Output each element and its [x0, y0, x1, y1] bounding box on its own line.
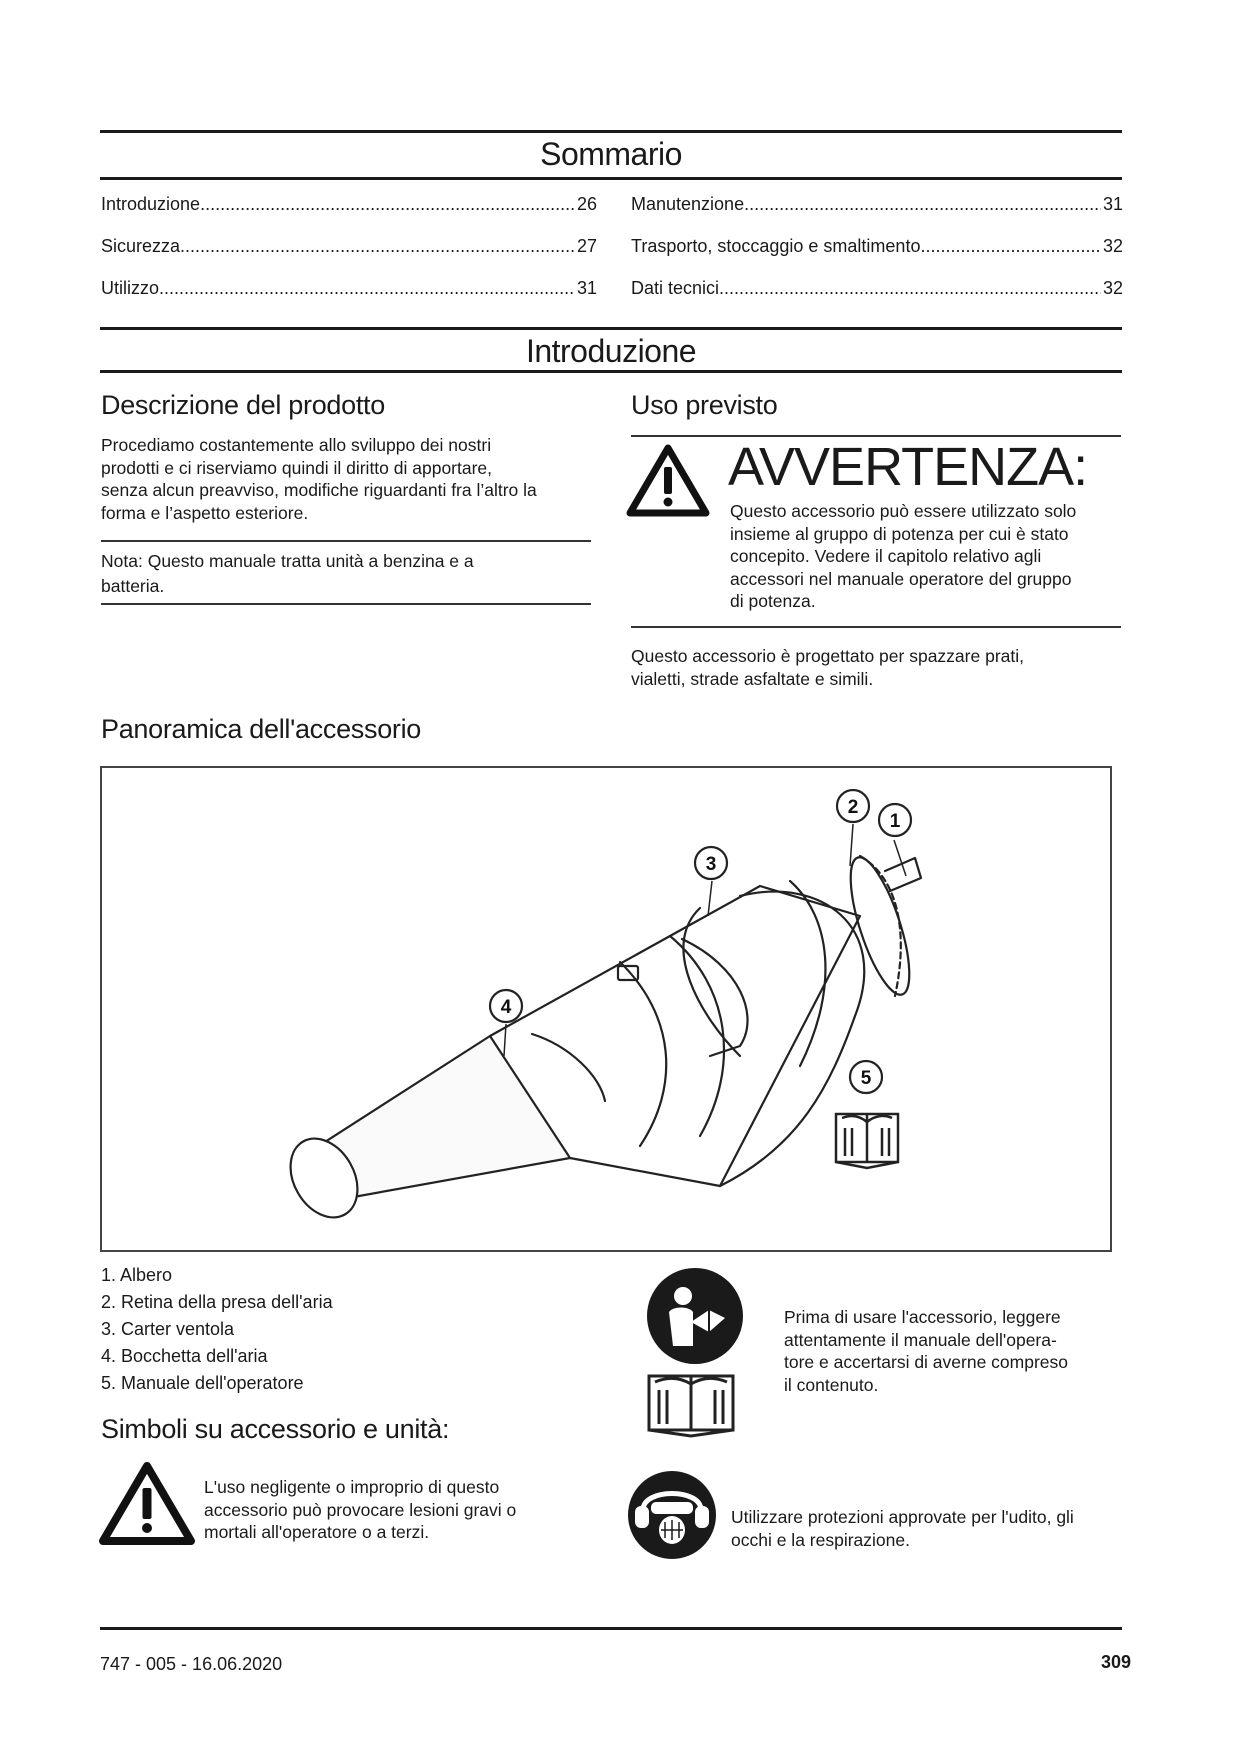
warning-triangle-icon [626, 443, 710, 517]
toc-entry-utilizzo[interactable]: Utilizzo ..... 31 [101, 278, 597, 299]
book-icon [645, 1370, 737, 1438]
toc-entry-introduzione[interactable]: Introduzione ..... 26 [101, 194, 597, 215]
toc-entry-trasporto[interactable]: Trasporto, stoccaggio e smaltimento ..... 32 [631, 236, 1123, 257]
callout-label: 1 [889, 811, 901, 832]
overview-legend [101, 1262, 333, 1397]
toc-entry-dati-tecnici[interactable]: Dati tecnici ..... 32 [631, 278, 1123, 299]
legend-item: 1. Albero [101, 1265, 173, 1285]
blower-drawing [100, 766, 1112, 1252]
warning-symbol-text: L'uso negligente o improprio di questo accessorio può provocare lesioni gravi o mortali all'operatore o a terzi. [204, 1477, 517, 1542]
legend-item: 5. Manuale dell'operatore [101, 1373, 304, 1393]
overview-heading: Panoramica dell'accessorio [101, 714, 422, 744]
intro-title: Introduzione [525, 333, 697, 369]
toc-title: Sommario [540, 136, 682, 172]
callout-label: 3 [705, 854, 717, 875]
description-text: Procediamo costantemente allo sviluppo dei nostri prodotti e ci riserviamo quindi il diritto di apportare, senza alcun preavviso, modifiche riguardanti fra l’altro la forma e l’aspetto esteriore. [101, 435, 537, 523]
read-manual-icon [645, 1266, 745, 1366]
warning-text: Questo accessorio può essere utilizzato solo insieme al gruppo di potenza per cui è stato concepito. Vedere il capitolo relativo agli accessori nel manuale operatore del gruppo di potenza. [730, 501, 1077, 611]
intended-use-heading: Uso previsto [631, 390, 778, 420]
description-heading: Descrizione del prodotto [101, 390, 385, 420]
divider [101, 540, 591, 542]
intended-use-text: Questo accessorio è progettato per spazzare prati, vialetti, strade asfaltate e simili. [631, 646, 1024, 689]
callout-label: 5 [860, 1068, 872, 1089]
callout-label: 2 [847, 797, 859, 818]
divider [101, 603, 591, 605]
toc-bottom-rule [100, 177, 1122, 180]
legend-item: 4. Bocchetta dell'aria [101, 1346, 268, 1366]
protection-text: Utilizzare protezioni approvate per l'udito, gli occhi e la respirazione. [731, 1507, 1074, 1550]
symbols-heading: Simboli su accessorio e unità: [101, 1414, 450, 1444]
note-text: Nota: Questo manuale tratta unità a benzina e a batteria. [101, 551, 474, 596]
legend-item: 3. Carter ventola [101, 1319, 235, 1339]
warning-title: AVVERTENZA: [728, 437, 1088, 497]
read-manual-text: Prima di usare l'accessorio, leggere attentamente il manuale dell'opera- tore e accertarsi di averne compreso il contenuto. [784, 1307, 1069, 1395]
protective-equipment-icon [627, 1470, 717, 1560]
legend-item: 2. Retina della presa dell'aria [101, 1292, 333, 1312]
toc-top-rule [100, 130, 1122, 133]
toc-entry-manutenzione[interactable]: Manutenzione ..... 31 [631, 194, 1123, 215]
book-icon [836, 1114, 898, 1168]
page-number: 309 [1100, 1652, 1131, 1672]
intro-bottom-rule [100, 370, 1122, 373]
toc-entry-sicurezza[interactable]: Sicurezza ..... 27 [101, 236, 597, 257]
doc-reference: 747 - 005 - 16.06.2020 [100, 1654, 283, 1674]
intro-top-rule [100, 327, 1122, 330]
accessory-illustration [100, 766, 1112, 1252]
divider [631, 626, 1121, 628]
footer-rule [100, 1627, 1122, 1630]
warning-triangle-icon [98, 1460, 196, 1546]
callout-label: 4 [500, 997, 512, 1018]
